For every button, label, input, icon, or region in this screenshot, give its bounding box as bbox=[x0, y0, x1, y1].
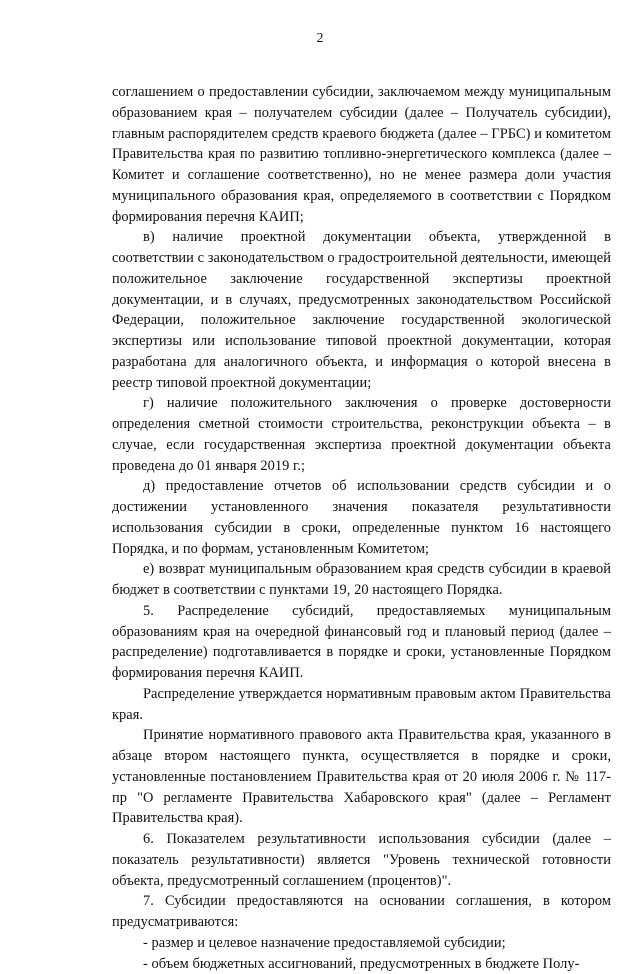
paragraph-item-g: г) наличие положительного заключения о проверке достоверности определения сметной стоимости строительства, реконструкции объекта – в случае, если государственная экспертиза проектной документации объекта проведена до 01 января 2019 г.; bbox=[112, 393, 611, 476]
paragraph-continuation: соглашением о предоставлении субсидии, заключаемом между муниципальным образованием края – получателем субсидии (далее – Получатель субсидии), главным распорядителем средств краевого бюджета (далее – ГРБС) и комитетом Правительства края по развитию топливно-энергетического комплекса (далее – Комитет и соглашение соответственно), но не менее размера доли участия муниципального образования края, определяемого в соответствии с Порядком формирования перечня КАИП; bbox=[112, 82, 611, 227]
paragraph-clause-6: 6. Показателем результативности использования субсидии (далее – показатель результативности) является "Уровень технической готовности объекта, предусмотренный соглашением (процентов)". bbox=[112, 829, 611, 891]
paragraph-clause-5: 5. Распределение субсидий, предоставляемых муниципальным образованиям края на очередной финансовый год и плановый период (далее – распределение) подготавливается в порядке и сроки, установленные Порядком формирования перечня КАИП. bbox=[112, 601, 611, 684]
list-item-budget-allocations: - объем бюджетных ассигнований, предусмотренных в бюджете Полу- bbox=[112, 954, 611, 974]
document-body bbox=[112, 82, 611, 974]
list-item-subsidy-size: - размер и целевое назначение предоставляемой субсидии; bbox=[112, 933, 611, 954]
paragraph-item-e: е) возврат муниципальным образованием края средств субсидии в краевой бюджет в соответствии с пунктами 19, 20 настоящего Порядка. bbox=[112, 559, 611, 601]
paragraph-clause-7: 7. Субсидии предоставляются на основании соглашения, в котором предусматриваются: bbox=[112, 891, 611, 933]
page-number: 2 bbox=[0, 30, 640, 48]
paragraph-distribution-approval: Распределение утверждается нормативным правовым актом Правительства края. bbox=[112, 684, 611, 726]
paragraph-act-adoption: Принятие нормативного правового акта Правительства края, указанного в абзаце втором настоящего пункта, осуществляется в порядке и сроки, установленные постановлением Правительства края от 20 июля 2006 г. № 117-пр "О регламенте Правительства Хабаровского края" (далее – Регламент Правительства края). bbox=[112, 725, 611, 829]
paragraph-item-d: д) предоставление отчетов об использовании средств субсидии и о достижении установленного значения показателя результативности использования субсидии в сроки, определенные пунктом 16 настоящего Порядка, и по формам, установленным Комитетом; bbox=[112, 476, 611, 559]
paragraph-item-v: в) наличие проектной документации объекта, утвержденной в соответствии с законодательством о градостроительной деятельности, имеющей положительное заключение государственной экспертизы проектной документации, и в случаях, предусмотренных законодательством Российской Федерации, положительное заключение государственной экологической экспертизы или использование типовой проектной документации, которая разработана для аналогичного объекта, и информация о которой внесена в реестр типовой проектной документации; bbox=[112, 227, 611, 393]
